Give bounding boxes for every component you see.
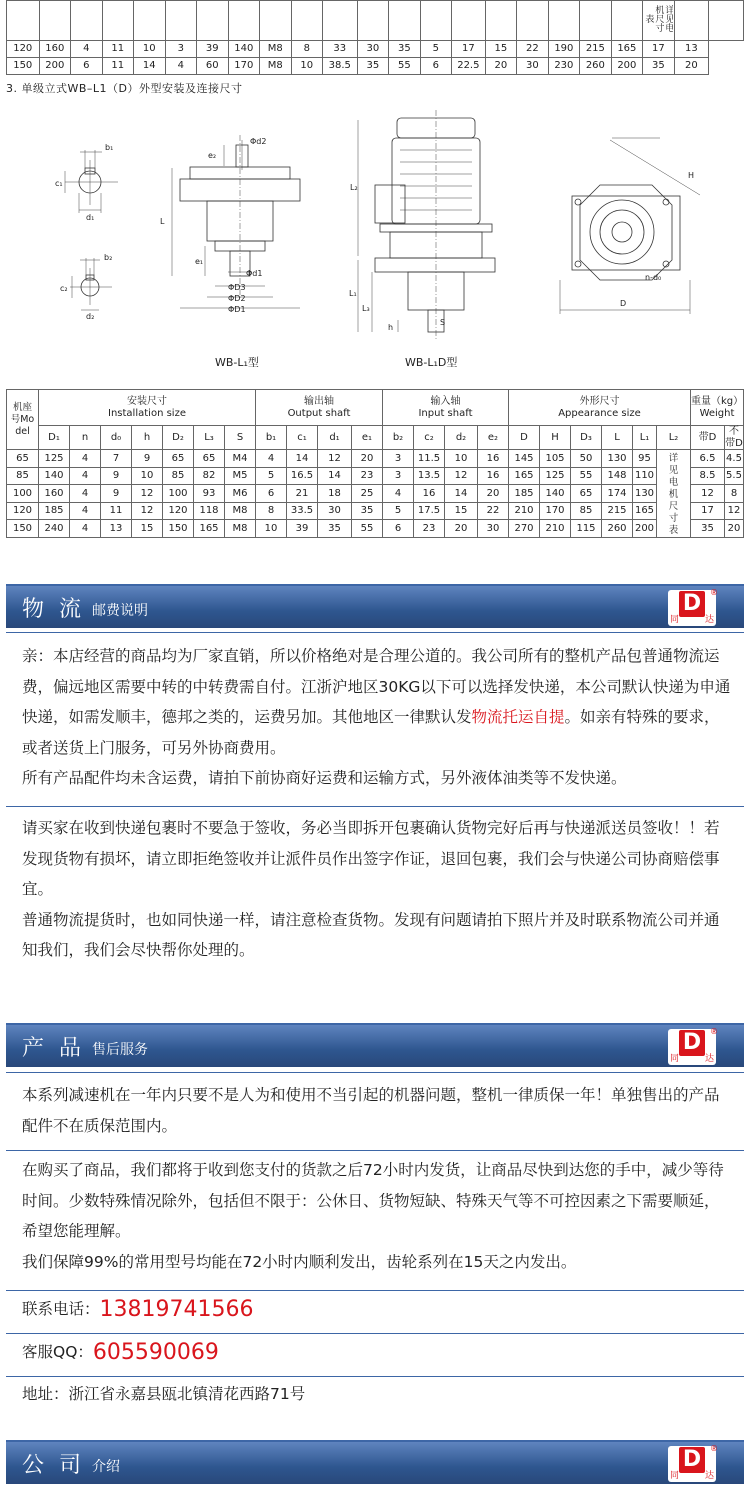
table-cell: 18	[318, 485, 352, 503]
label-L2: L₂	[350, 183, 358, 192]
table-cell: 260	[602, 520, 633, 538]
table-cell: 148	[602, 467, 633, 485]
table-cell: 125	[39, 450, 70, 468]
table-cell: 23	[414, 520, 445, 538]
table-cell: 140	[540, 485, 571, 503]
table-cell: 118	[194, 502, 225, 520]
table-cell: 65	[194, 450, 225, 468]
table-cell: 85	[163, 467, 194, 485]
table-cell: 35	[352, 502, 383, 520]
table-cell: 5	[383, 502, 414, 520]
key-section-lower	[60, 253, 112, 321]
table-cell: 120	[163, 502, 194, 520]
label-phi-D3: ΦD3	[228, 283, 246, 292]
table-cell: 22	[478, 502, 509, 520]
table-cell: 16	[478, 450, 509, 468]
section-title: 3. 单级立式WB–L1（D）外型安装及连接尺寸	[6, 82, 243, 95]
table-cell: 150	[7, 520, 39, 538]
banner-subtitle: 邮费说明	[92, 603, 148, 619]
table-cell: 9	[132, 450, 163, 468]
table-row	[7, 502, 744, 520]
table-cell: 20	[485, 58, 517, 75]
label-S: S	[440, 318, 446, 327]
motor-note-cell: 详见电机尺寸表	[643, 1, 675, 41]
table-cell: 15	[132, 520, 163, 538]
banner-subtitle: 售后服务	[92, 1042, 148, 1058]
table-cell: 39	[197, 41, 229, 58]
table-cell: 85	[7, 467, 39, 485]
table-cell: 13	[674, 41, 709, 58]
table-cell: 35	[389, 41, 421, 58]
table-cell: 55	[389, 58, 421, 75]
table-cell: M8	[260, 41, 292, 58]
warranty-paragraph: 本系列减速机在一年内只要不是人为和使用不当引起的机器问题，整机一律质保一年！单独售出的产品配件不在质保范围内。	[22, 1086, 720, 1135]
table-cell: 35	[643, 58, 675, 75]
label-n-d0: n-d₀	[645, 273, 662, 282]
banner-title: 产 品	[22, 1036, 85, 1061]
table-cell: 4	[256, 450, 287, 468]
contact-qq: 客服QQ：605590069	[22, 1340, 219, 1365]
table-cell: 4	[70, 467, 101, 485]
table-cell: 35	[357, 58, 389, 75]
table-cell: 35	[691, 520, 725, 538]
table-cell: 12	[132, 485, 163, 503]
banner-title: 公 司	[22, 1453, 85, 1478]
table-row	[7, 467, 744, 485]
label-e1: e₁	[195, 257, 204, 266]
table-cell: 33.5	[287, 502, 318, 520]
table-cell: 5.5	[725, 467, 744, 485]
table-cell: 100	[7, 485, 39, 503]
technical-drawing	[0, 100, 750, 390]
column-header: D₁	[39, 426, 70, 450]
label-d1: d₁	[86, 213, 95, 222]
column-header: H	[540, 426, 571, 450]
table-cell: 130	[633, 485, 657, 503]
brand-logo: D 同 达 ®	[670, 588, 718, 625]
table-cell: 174	[602, 485, 633, 503]
table-cell: 120	[7, 502, 39, 520]
label-c1: c₁	[55, 179, 63, 188]
table-cell: 65	[571, 485, 602, 503]
table-cell: 33	[323, 41, 358, 58]
logistics-banner	[6, 584, 744, 628]
table-cell: 5	[256, 467, 287, 485]
table-row	[7, 520, 744, 538]
label-D: D	[620, 299, 627, 308]
table-cell: 82	[194, 467, 225, 485]
output-header: 输出轴 Output shaft	[256, 390, 383, 426]
table-cell: 4	[70, 520, 101, 538]
divider	[6, 806, 744, 807]
table-cell: 25	[352, 485, 383, 503]
table-cell: 14	[134, 58, 166, 75]
shipping-paragraph: 在购买了商品，我们都将于收到您支付的货款之后72小时内发货，让商品尽快到达您的手中，减少等待时间。少数特殊情况除外，包括但不限于：公休日、货物短缺、特殊天气等不可控因素之下需要顺延，希望您能理解。 我们保障99%的常用型号均能在72小时内顺利发出，齿轮系列在15天之内发出。	[22, 1161, 724, 1271]
table-cell: 6.5	[691, 450, 725, 468]
label-h: h	[388, 323, 394, 332]
table-cell: 15	[445, 502, 478, 520]
model-header: 机座号Model	[7, 390, 39, 450]
table-cell: 17	[691, 502, 725, 520]
table-cell: 200	[39, 58, 71, 75]
table-cell: 50	[571, 450, 602, 468]
table-cell: 100	[163, 485, 194, 503]
table-cell: 60	[197, 58, 229, 75]
table-cell: 10	[134, 41, 166, 58]
table-cell: 30	[478, 520, 509, 538]
divider	[6, 1072, 744, 1073]
table-subheader-row	[7, 426, 744, 450]
table-cell: 15	[485, 41, 517, 58]
table-cell: 210	[509, 502, 540, 520]
table-cell: 22	[517, 41, 549, 58]
table-cell: 65	[7, 450, 39, 468]
table-cell: 110	[633, 467, 657, 485]
table-cell: 20	[478, 485, 509, 503]
table-cell: 160	[39, 41, 71, 58]
table-cell: 38.5	[323, 58, 358, 75]
table-cell: 145	[509, 450, 540, 468]
table-cell: 13.5	[414, 467, 445, 485]
label-H: H	[688, 171, 695, 180]
phone-number[interactable]: 13819741566	[99, 1297, 254, 1322]
table-cell: 105	[540, 450, 571, 468]
column-header: D	[509, 426, 540, 450]
table-cell: M8	[260, 58, 292, 75]
label-d2: d₂	[86, 312, 95, 321]
wb-top-view	[560, 138, 700, 314]
column-header: e₁	[352, 426, 383, 450]
table-cell: M4	[225, 450, 256, 468]
label-phi-d2: Φd2	[250, 137, 267, 146]
caption-wb-l1: WB-L₁型	[215, 356, 259, 369]
column-header: S	[225, 426, 256, 450]
table-cell: M6	[225, 485, 256, 503]
table-cell: 185	[509, 485, 540, 503]
table-cell: 14	[318, 467, 352, 485]
label-L: L	[160, 217, 165, 226]
table-cell: 10	[132, 467, 163, 485]
table-cell: M5	[225, 467, 256, 485]
label-phi-D1: ΦD1	[228, 305, 246, 314]
column-header: D₃	[571, 426, 602, 450]
table-cell: 4	[165, 58, 197, 75]
caption-wb-l1d: WB-L₁D型	[405, 356, 458, 369]
table-cell: 20	[352, 450, 383, 468]
table-cell: 170	[228, 58, 260, 75]
table-cell: 10	[256, 520, 287, 538]
table-cell: 12	[691, 485, 725, 503]
column-header: b₂	[383, 426, 414, 450]
aftersales-banner	[6, 1023, 744, 1067]
table-row	[7, 41, 744, 58]
column-header: n	[70, 426, 101, 450]
table-cell: 20	[725, 520, 744, 538]
table-cell: 95	[633, 450, 657, 468]
divider	[6, 1333, 744, 1334]
table-cell: 4	[70, 450, 101, 468]
table-cell: 120	[7, 41, 40, 58]
column-header: b₁	[256, 426, 287, 450]
contact-phone: 联系电话：13819741566	[22, 1297, 254, 1322]
wb-l1d-side-view	[349, 110, 495, 340]
column-header: L	[602, 426, 633, 450]
table-cell: 150	[163, 520, 194, 538]
column-header: 不带D	[725, 426, 743, 449]
table-cell: 6	[420, 58, 452, 75]
column-header: 带D	[691, 426, 725, 450]
contact-address: 地址：浙江省永嘉县瓯北镇清花西路71号	[22, 1385, 306, 1403]
table-cell: 11	[102, 41, 134, 58]
table-cell: 115	[571, 520, 602, 538]
table-cell: 55	[352, 520, 383, 538]
table-cell: 4	[71, 41, 103, 58]
table-cell: 93	[194, 485, 225, 503]
label-L3: L₃	[362, 304, 370, 313]
table-cell: 16.5	[287, 467, 318, 485]
table-cell: 8	[291, 41, 323, 58]
table-cell: 6	[256, 485, 287, 503]
banner-title: 物 流	[22, 597, 85, 622]
table-cell: 8	[256, 502, 287, 520]
table-cell: 165	[611, 41, 643, 58]
table-cell: 165	[194, 520, 225, 538]
table-row	[7, 485, 744, 503]
table-cell: 14	[445, 485, 478, 503]
table-cell: 3	[383, 467, 414, 485]
table-cell: 23	[352, 467, 383, 485]
table-cell: 17.5	[414, 502, 445, 520]
label-L1: L₁	[349, 289, 357, 298]
top-spec-table	[6, 0, 744, 75]
table-cell: 6	[71, 58, 103, 75]
label-b1: b₁	[105, 143, 114, 152]
table-cell: 4	[383, 485, 414, 503]
label-b2: b₂	[104, 253, 113, 262]
table-cell: 150	[7, 58, 40, 75]
table-cell: 9	[101, 485, 132, 503]
table-header-row	[7, 390, 744, 426]
table-cell: 12	[445, 467, 478, 485]
table-row	[7, 450, 744, 468]
table-cell: 39	[287, 520, 318, 538]
table-cell: 125	[540, 467, 571, 485]
table-cell: 210	[540, 520, 571, 538]
table-cell: 200	[633, 520, 657, 538]
table-cell: 8.5	[691, 467, 725, 485]
table-cell: 65	[163, 450, 194, 468]
logistics-paragraph-1: 亲：本店经营的商品均为厂家直销，所以价格绝对是合理公道的。我公司所有的整机产品包普通物流运费，偏远地区需要中转的中转费需自付。江浙沪地区30KG以下可以选择发快递，本公司默认快递为申通快递，如需发顺丰，德邦之类的，运费另加。其他地区一律默认发物流托运自提。如亲有特殊的要求，或者送货上门服务，可另外协商费用。 所有产品配件均未含运费，请拍下前协商好运费和运输方式，另外液体油类等不发快递。	[22, 647, 731, 787]
weight-header: 重量（kg） Weight	[691, 390, 744, 426]
appearance-header: 外形尺寸 Appearance size	[509, 390, 691, 426]
table-cell: 16	[414, 485, 445, 503]
column-header: h	[132, 426, 163, 450]
label-phi-d1: Φd1	[246, 269, 263, 278]
motor-note-cell: 详见电机尺寸表	[657, 450, 691, 538]
spec-table	[6, 389, 744, 538]
divider	[6, 632, 744, 633]
table-cell: 20	[445, 520, 478, 538]
table-cell: 17	[452, 41, 486, 58]
table-cell: 12	[725, 502, 744, 520]
input-header: 输入轴 Input shaft	[383, 390, 509, 426]
table-cell: 30	[517, 58, 549, 75]
table-cell: 12	[132, 502, 163, 520]
table-cell: 10	[291, 58, 323, 75]
table-cell: 165	[633, 502, 657, 520]
column-header: d₂	[445, 426, 478, 450]
table-cell: 8	[725, 485, 744, 503]
table-cell: 13	[101, 520, 132, 538]
table-cell: 7	[101, 450, 132, 468]
table-cell: 85	[571, 502, 602, 520]
table-cell: 260	[580, 58, 612, 75]
table-cell: 10	[445, 450, 478, 468]
table-cell: 165	[509, 467, 540, 485]
table-cell: 130	[602, 450, 633, 468]
table-cell: 11	[101, 502, 132, 520]
table-cell: 14	[287, 450, 318, 468]
table-cell: 30	[357, 41, 389, 58]
label-phi-D2: ΦD2	[228, 294, 246, 303]
table-cell: 9	[101, 467, 132, 485]
table-cell: 22.5	[452, 58, 486, 75]
table-cell: M8	[225, 520, 256, 538]
table-cell: 160	[39, 485, 70, 503]
wb-l1-side-view	[160, 135, 300, 314]
table-cell: 140	[39, 467, 70, 485]
divider	[6, 1150, 744, 1151]
table-row	[7, 1, 744, 41]
table-cell: 30	[318, 502, 352, 520]
label-e2: e₂	[208, 151, 217, 160]
table-cell: 4.5	[725, 450, 744, 468]
column-header: L₃	[194, 426, 225, 450]
table-cell: 230	[548, 58, 580, 75]
table-cell: 17	[643, 41, 675, 58]
table-cell: 200	[611, 58, 643, 75]
table-cell: 270	[509, 520, 540, 538]
company-banner	[6, 1440, 744, 1484]
column-header: D₂	[163, 426, 194, 450]
table-cell: 21	[287, 485, 318, 503]
brand-logo: D 同 达 ®	[670, 1444, 718, 1481]
column-header: L₂	[657, 426, 691, 450]
table-row	[7, 58, 744, 75]
table-cell: M8	[225, 502, 256, 520]
table-cell: 6	[383, 520, 414, 538]
table-cell: 20	[674, 58, 709, 75]
table-cell: 140	[228, 41, 260, 58]
table-cell: 12	[318, 450, 352, 468]
column-header: e₂	[478, 426, 509, 450]
table-cell: 170	[540, 502, 571, 520]
column-header: c₁	[287, 426, 318, 450]
table-cell: 4	[70, 485, 101, 503]
table-cell: 55	[571, 467, 602, 485]
table-cell: 4	[70, 502, 101, 520]
table-cell: 190	[548, 41, 580, 58]
table-cell: 5	[420, 41, 452, 58]
install-header: 安装尺寸 Installation size	[39, 390, 256, 426]
table-cell: 185	[39, 502, 70, 520]
banner-subtitle: 介绍	[92, 1459, 120, 1475]
table-cell: 3	[383, 450, 414, 468]
table-cell: 11.5	[414, 450, 445, 468]
divider	[6, 1376, 744, 1377]
qq-number[interactable]: 605590069	[92, 1340, 219, 1365]
logistics-paragraph-2: 请买家在收到快递包裹时不要急于签收，务必当即拆开包裹确认货物完好后再与快递派送员签收！！若发现货物有损坏，请立即拒绝签收并让派件员作出签字作证，退回包裹，我们会与快递公司协商赔偿事宜。 普通物流提货时，也如同快递一样，请注意检查货物。发现有问题请拍下照片并及时联系物流公司并通知我们，我们会尽快帮你处理的。	[22, 819, 720, 959]
brand-logo: D 同 达 ®	[670, 1027, 718, 1064]
divider	[6, 1290, 744, 1291]
column-header: d₀	[101, 426, 132, 450]
table-cell: 3	[165, 41, 197, 58]
table-cell: 35	[318, 520, 352, 538]
label-c2: c₂	[60, 284, 68, 293]
table-cell: 215	[602, 502, 633, 520]
table-cell: 215	[580, 41, 612, 58]
column-header: L₁	[633, 426, 657, 450]
column-header: c₂	[414, 426, 445, 450]
key-section-upper	[55, 143, 118, 222]
table-cell: 16	[478, 467, 509, 485]
table-cell: 240	[39, 520, 70, 538]
table-cell: 11	[102, 58, 134, 75]
column-header: d₁	[318, 426, 352, 450]
highlight-pickup: 物流托运自提	[471, 708, 565, 726]
